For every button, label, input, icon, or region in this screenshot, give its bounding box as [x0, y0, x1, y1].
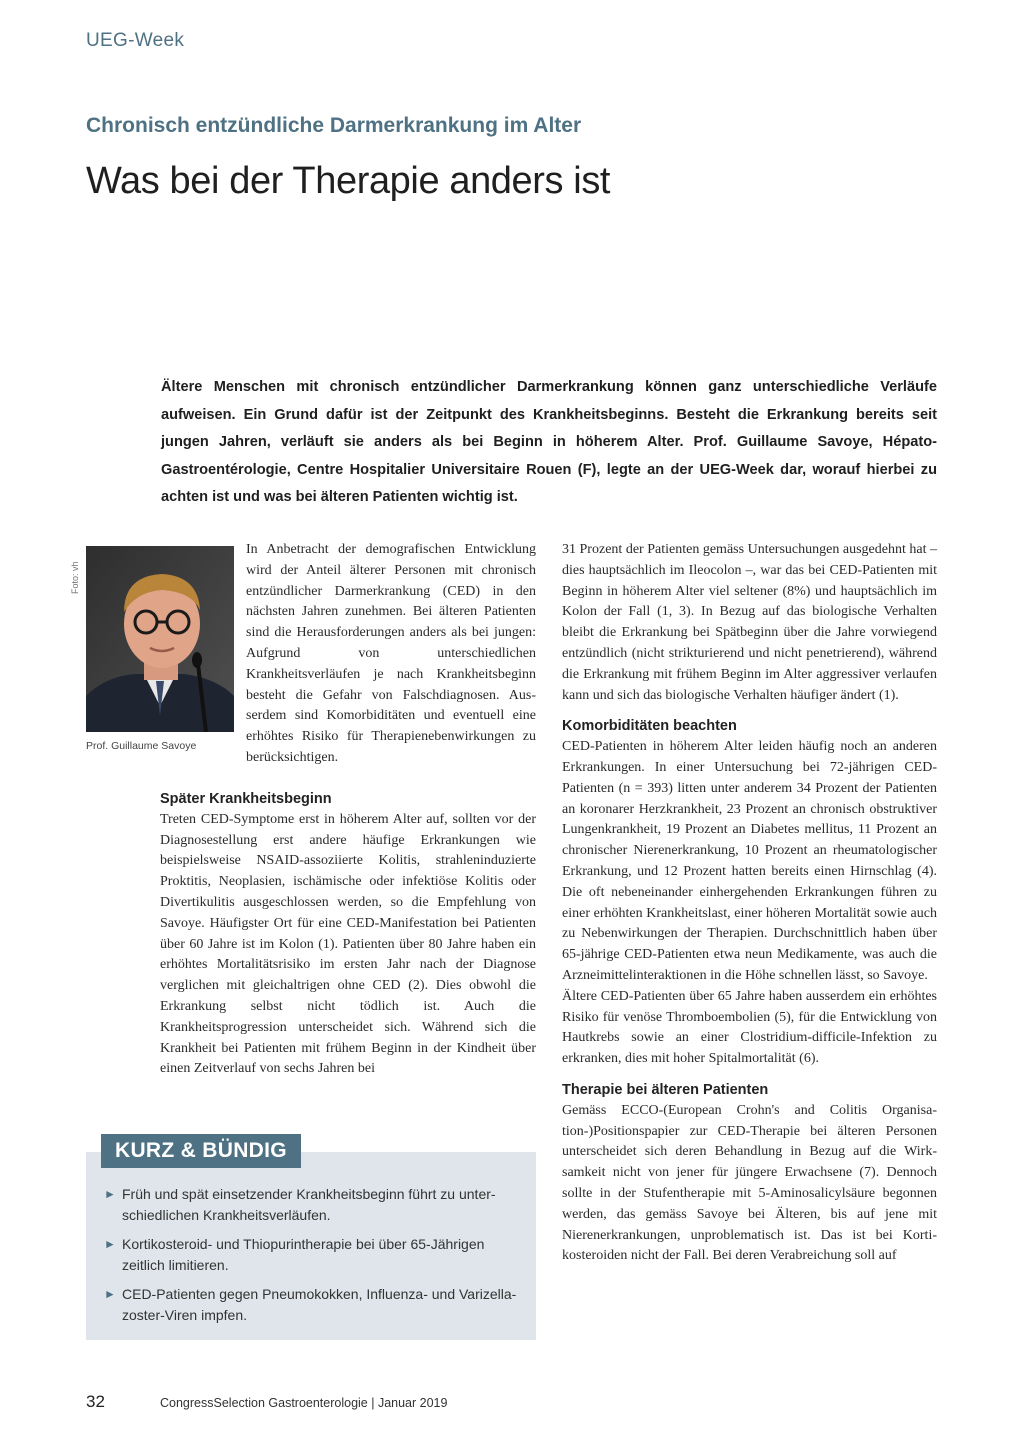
column1-body [160, 789, 536, 1080]
article-kicker: Chronisch entzündliche Darmerkrankung im Alter [86, 114, 582, 137]
page-number: 32 [86, 1392, 105, 1411]
publication-info: CongressSelection Gastroenterologie | Januar 2019 [160, 1396, 448, 1410]
summary-item: ► Kortikosteroid- und Thiopurintherapie bei über 65-Jährigen zeitlich limitieren. [104, 1236, 485, 1273]
summary-item: ► Früh und spät einsetzender Krankheitsbeginn führt zu unterschiedlichen Krankheitsverläufen. [104, 1186, 496, 1223]
intro-paragraph: In Anbetracht der demografischen Entwicklung wird der Anteil älterer Personen mit chronisch entzündlicher Darmerkrankung (CED) in den nächsten Jahren zunehmen. Bei älteren Patienten sind die Herausforderungen anders als bei jungen: Aufgrund von unterschiedlichen Krankheitsverläufen je nach Krankheitsbeginn besteht die Gefahr von Falschdiagnosen. Ausserdem sind Komorbiditäten und eventuell eine erhöhtes Risiko für Therapienebenwirkungen zu berücksichtigen. [246, 542, 536, 765]
triangle-bullet-icon: ► [104, 1187, 116, 1201]
portrait-photo [86, 546, 234, 732]
triangle-bullet-icon: ► [104, 1287, 116, 1301]
article-lead: Ältere Menschen mit chronisch entzündlicher Darmerkrankung können ganz unterschiedliche Verläufe aufweisen. Ein Grund dafür ist der Zeitpunkt des Krankheitsbeginns. Besteht die Erkrankung bereits seit jungen Jahren, verläuft sie anders als bei Beginn in höherem Alter. Prof. Guillaume Savoye, Hépato-Gastroentérologie, Centre Hospitalier Universitaire Rouen (F), legte an der UEG-Week dar, worauf hierbei zu achten ist und was bei älteren Patienten wichtig ist. [161, 379, 937, 505]
section-label: UEG-Week [86, 30, 185, 51]
paragraph-spaeter-krankheitsbeginn: Treten CED-Symptome erst in höherem Alter auf, sollten vor der Diagnosestellung erst andere häufige Erkrankungen wie beispielsweise NSAID-assoziierte Kolitis, strahleninduzierte Proktitis, Neoplasien, ischämische oder infektiöse Kolitis oder Divertikulitis ausgeschlossen werden, so die Empfehlung von Savoye. Häufigster Ort für eine CED-Manifestation bei Patienten über 60 Jahre ist im Kolon (1). Patienten über 80 Jahre haben ein erhöhtes Mortalitätsrisiko im ersten Jahr nach der Diagnose verglichen mit gleichaltrigen ohne CED (2). Dies obwohl die Erkrankung selbst nicht tödlich ist. Auch die Krankheitsprogression unterscheidet sich. Während sich die Krankheit bei Patienten mit frühem Beginn in der Kindheit über einen Zeitverlauf von sechs Jahren bei [160, 811, 536, 1077]
summary-list [104, 1184, 524, 1334]
column1-intro [246, 540, 536, 769]
photo-credit [70, 546, 84, 596]
summary-item: ► CED-Patienten gegen Pneumokokken, Influenza- und Varizella-zoster-Viren impfen. [104, 1286, 517, 1323]
photo-caption: Prof. Guillaume Savoye [86, 740, 197, 752]
column2 [562, 540, 937, 1267]
paragraph-therapie: Gemäss ECCO-(European Crohn's and Colitis Organisation-)Positionspapier zur CED-Therapie bei älteren Personen unterscheidet sich deren Behandlung in Bezug auf die Wirksamkeit nicht von jener für jüngere Erwachsene (7). Dennoch sollte in der Stufentherapie mit 5-Aminosalicylsäure begonnen werden, das gemäss Savoye bei Älteren, bis auf jene mit Nierenerkrankungen, unproblematisch ist. Das ist bei Kortikosteroiden nicht der Fall. Bei deren Verabreichung soll auf [562, 1102, 937, 1264]
paragraph-verlauf: 31 Prozent der Patienten gemäss Untersuchungen ausgedehnt hat – dies hauptsächlich im Ileocolon –, war das bei CED-Patienten mit Beginn in höherem Alter viel seltener (8%) und hauptsächlich im Kolon der Fall (1, 3). In Bezug auf das biologische Verhalten bleibt die Erkrankung bei Spätbeginn über die Jahre vorwiegend entzündlich (nicht strikturierend und nicht penetrierend), während die Erkrankung mit frühem Beginn im Alter aggressiver verlaufen kann und sich das biologische Verhalten häufiger ändert (1). [562, 542, 937, 703]
paragraph-risiken: Ältere CED-Patienten über 65 Jahre haben ausserdem ein erhöhtes Risiko für venöse Thromboembolien (5), für die Entwicklung von Hautkrebs sowie an einer Clostridium-difficile-Infektion zu erkranken, dies mit hoher Spitalmortalität (6). [562, 988, 937, 1067]
triangle-bullet-icon: ► [104, 1237, 116, 1251]
portrait-illustration [86, 546, 234, 732]
heading-spaeter-krankheitsbeginn: Später Krankheitsbeginn [160, 791, 332, 807]
heading-therapie: Therapie bei älteren Patienten [562, 1081, 769, 1098]
heading-komorbiditaeten: Komorbiditäten beachten [562, 718, 737, 735]
summary-box-label: KURZ & BÜNDIG [101, 1134, 301, 1168]
photo-credit-text: Foto: vh [70, 561, 80, 594]
article-headline: Was bei der Therapie anders ist [86, 160, 611, 202]
paragraph-komorbiditaeten: CED-Patienten in höherem Alter leiden häufig noch an anderen Erkrankungen. In einer Untersuchung bei 72-jährigen CED-Patienten (n = 393) litten unter anderem 34 Prozent der Patienten an koronarer Herzkrankheit, 23 Prozent an chronisch obstruktiver Lungenkrankheit, 19 Prozent an Diabetes mellitus, 11 Prozent an chronischer Nierenerkrankung, 10 Prozent an rheumatologischer Erkrankung, und 12 Prozent hatten bereits einen Hirnschlag (4). Die oft nebeneinander einhergehenden Erkrankungen führen zu einer erhöhten Krankheitslast, einer höheren Mortalität sowie auch zu Nebenwirkungen der Therapien. Durchschnittlich haben über 65-jährige CED-Patienten etwa neun Medikamente, was auch die Arzneimittelinteraktionen in die Höhe schnellen lässt, so Savoye. [562, 739, 937, 983]
